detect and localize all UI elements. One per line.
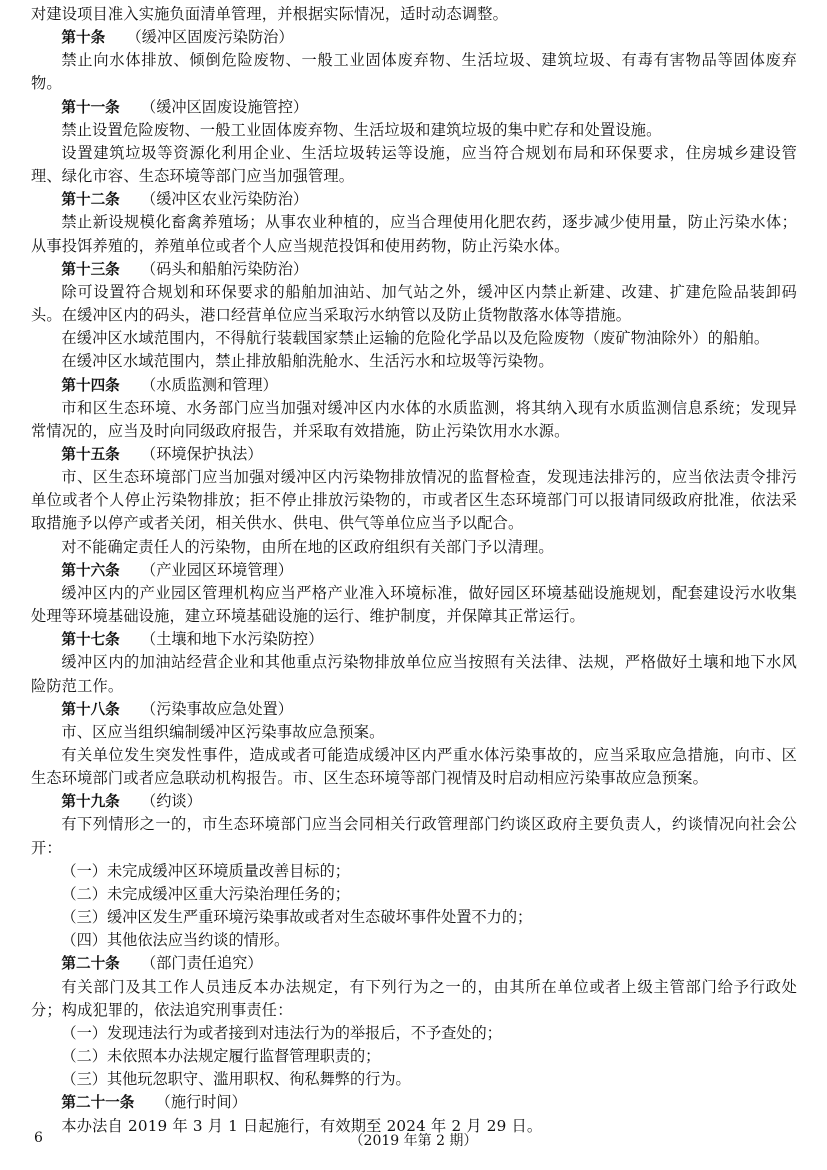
list-item: （一）发现违法行为或者接到对违法行为的举报后，不予查处的； (61, 1023, 502, 1042)
article-title: （部门责任追究） (141, 954, 263, 973)
article-title: （缓冲区固废设施管控） (141, 97, 309, 116)
article-title: （约谈） (141, 792, 202, 811)
article-heading (31, 559, 797, 582)
article-heading (31, 258, 797, 281)
paragraph: 本办法自 2019 年 3 月 1 日起施行，有效期至 2024 年 2 月 29 日。 (61, 1116, 543, 1135)
article-number: 第十八条 (61, 700, 120, 718)
paragraph: 在缓冲区水域范围内，不得航行装载国家禁止运输的危险化学品以及危险废物（废矿物油除外）的船舶。 (61, 329, 770, 348)
list-item: （四）其他依法应当约谈的情形。 (61, 931, 290, 950)
article-number: 第十四条 (61, 376, 120, 394)
article-number: 第十七条 (61, 631, 120, 649)
paragraph: 除可设置符合规划和环保要求的船舶加油站、加气站之外，缓冲区内禁止新建、改建、扩建危险品装卸码头。在缓冲区内的码头，港口经营单位应当采取污水纳管以及防止货物散落水体等措施。 (31, 282, 797, 325)
paragraph: 缓冲区内的产业园区管理机构应当严格产业准入环境标准，做好园区环境基础设施规划，配套建设污水收集处理等环境基础设施，建立环境基础设施的运行、维护制度，并保障其正常运行。 (31, 583, 797, 626)
article-number: 第十三条 (61, 260, 120, 278)
paragraph: 有下列情形之一的，市生态环境部门应当会同相关行政管理部门约谈区政府主要负责人，约谈情况向社会公开： (31, 815, 797, 857)
article-heading (31, 1091, 797, 1114)
article-number: 第二十一条 (61, 1094, 135, 1112)
article-heading (31, 790, 797, 813)
article-title: （土壤和地下水污染防控） (141, 630, 324, 649)
article-number: 第十九条 (61, 793, 120, 811)
article-title: （缓冲区固废污染防治） (126, 28, 294, 47)
article-title: （污染事故应急处置） (141, 699, 293, 718)
article-title: （产业园区环境管理） (141, 560, 293, 579)
paragraph: 禁止向水体排放、倾倒危险废物、一般工业固体废弃物、生活垃圾、建筑垃圾、有毒有害物品等固体废弃物。 (31, 51, 797, 93)
article-number: 第十一条 (61, 98, 120, 116)
list-item: （一）未完成缓冲区环境质量改善目标的； (61, 861, 350, 880)
article-number: 第十条 (61, 29, 106, 47)
article-title: （码头和船舶污染防治） (141, 259, 309, 278)
paragraph: 市和区生态环境、水务部门应当加强对缓冲区内水体的水质监测，将其纳入现有水质监测信息系统；发现异常情况的，应当及时向同级政府报告，并采取有效措施，防止污染饮用水水源。 (31, 398, 797, 440)
article-heading (31, 188, 797, 211)
list-item: （三）缓冲区发生严重环境污染事故或者对生态破坏事件处置不力的； (61, 908, 533, 927)
list-item: （三）其他玩忽职守、滥用职权、徇私舞弊的行为。 (61, 1070, 411, 1089)
article-title: （环境保护执法） (141, 444, 263, 463)
paragraph: 对建设项目准入实施负面清单管理，并根据实际情况，适时动态调整。 (31, 5, 509, 23)
paragraph: 市、区生态环境部门应当加强对缓冲区内污染物排放情况的监督检查，发现违法排污的，应当依法责令排污单位或者个人停止污染物排放；拒不停止排放污染物的，市或者区生态环境部门可以报请同级政府批准，依法采取措施予以停产或者关闭，相关供水、供电、供气等单位应当予以配合。 (31, 468, 797, 533)
page-number: 6 (34, 1130, 43, 1146)
paragraph: 在缓冲区水域范围内，禁止排放船舶洗舱水、生活污水和垃圾等污染物。 (61, 352, 554, 371)
article-title: （施行时间） (155, 1093, 247, 1112)
article-number: 第十五条 (61, 445, 120, 463)
paragraph: 对不能确定责任人的污染物，由所在地的区政府组织有关部门予以清理。 (61, 537, 554, 556)
article-number: 第二十条 (61, 955, 120, 973)
paragraph: 市、区应当组织编制缓冲区污染事故应急预案。 (61, 722, 385, 741)
paragraph: 禁止新设规模化畜禽养殖场；从事农业种植的，应当合理使用化肥农药，逐步减少使用量，防止污染水体；从事投饵养殖的，养殖单位或者个人应当规范投饵和使用药物，防止污染水体。 (31, 213, 797, 255)
issue-label: （2019 年第 2 期） (349, 1133, 478, 1149)
list-item: （二）未完成缓冲区重大污染治理任务的； (61, 884, 350, 903)
list-item: （二）未依照本办法规定履行监督管理职责的； (61, 1047, 381, 1066)
article-heading (31, 26, 797, 49)
paragraph: 设置建筑垃圾等资源化利用企业、生活垃圾转运等设施，应当符合规划布局和环保要求，住房城乡建设管理、绿化市容、生态环境等部门应当加强管理。 (31, 143, 797, 186)
article-heading (31, 96, 797, 119)
paragraph: 有关部门及其工作人员违反本办法规定，有下列行为之一的，由其所在单位或者上级主管部门给予行政处分；构成犯罪的，依法追究刑事责任： (31, 977, 797, 1019)
article-title: （水质监测和管理） (141, 375, 278, 394)
article-heading (31, 443, 797, 466)
article-number: 第十六条 (61, 561, 120, 579)
article-heading (31, 698, 797, 721)
article-title: （缓冲区农业污染防治） (141, 190, 309, 209)
paragraph: 禁止设置危险废物、一般工业固体废弃物、生活垃圾和建筑垃圾的集中贮存和处置设施。 (61, 120, 662, 139)
paragraph: 有关单位发生突发性事件，造成或者可能造成缓冲区内严重水体污染事故的，应当采取应急措施，向市、区生态环境部门或者应急联动机构报告。市、区生态环境等部门视情及时启动相应污染事故应急预案。 (31, 746, 797, 788)
paragraph: 缓冲区内的加油站经营企业和其他重点污染物排放单位应当按照有关法律、法规，严格做好土壤和地下水风险防范工作。 (31, 653, 797, 695)
article-heading (31, 628, 797, 651)
article-heading (31, 952, 797, 975)
article-heading (31, 374, 797, 397)
article-number: 第十二条 (61, 191, 120, 209)
document-body (31, 3, 797, 1138)
